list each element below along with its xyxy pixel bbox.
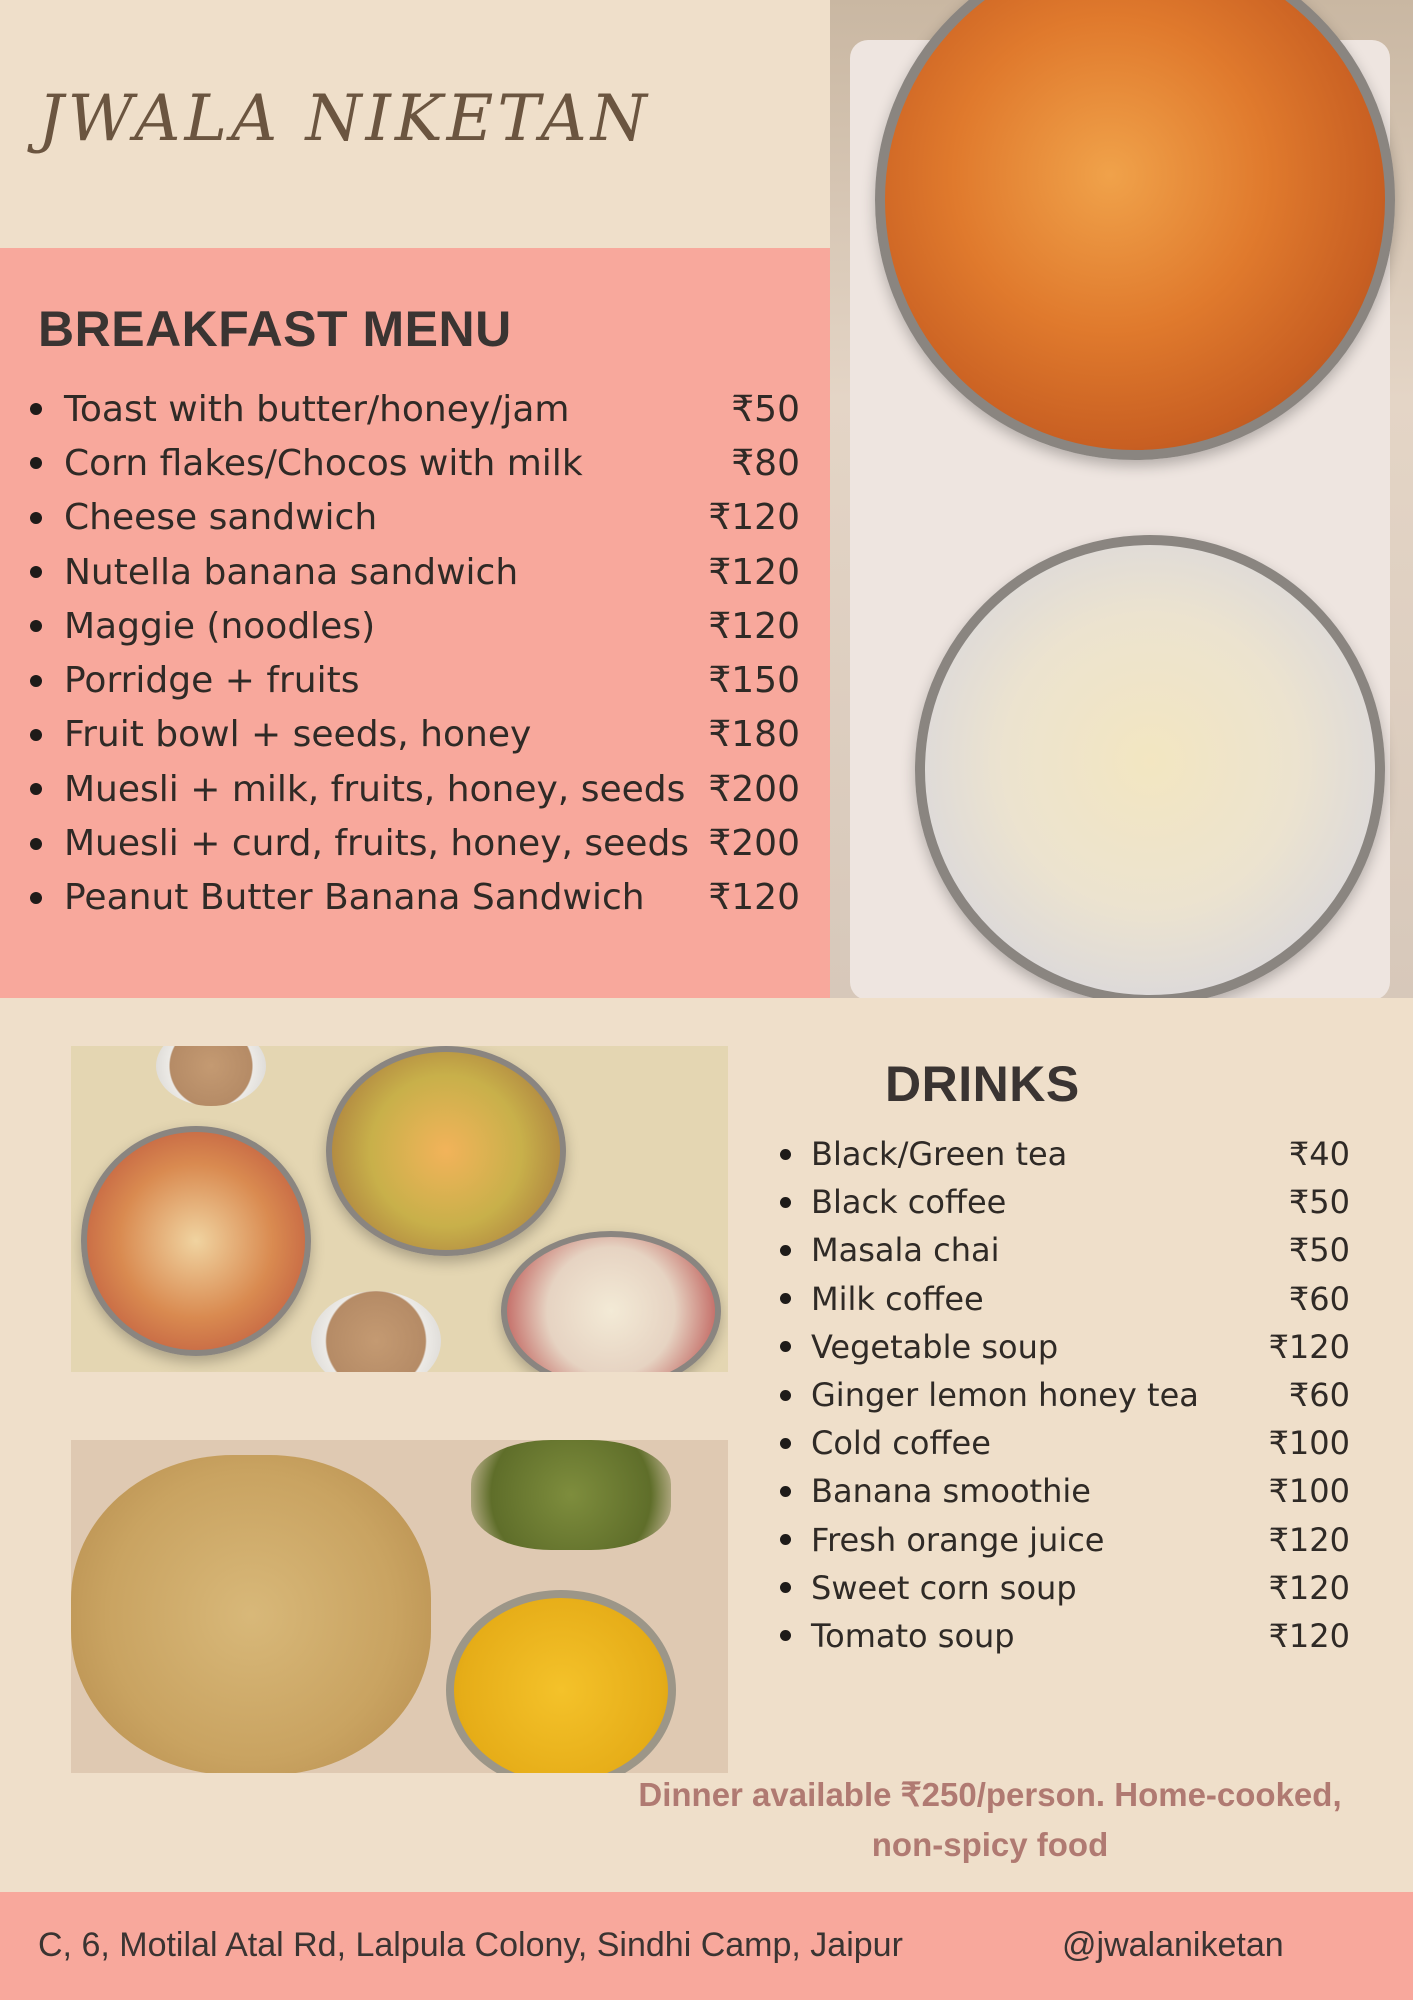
item-price: ₹60: [1288, 1376, 1350, 1415]
dinner-note: [570, 1770, 1410, 1870]
drinks-title: DRINKS: [885, 1056, 1080, 1112]
list-item: [30, 545, 800, 599]
list-item: [30, 382, 800, 436]
item-name: Milk coffee: [811, 1279, 984, 1318]
vegetable-sabzi: [471, 1440, 671, 1550]
item-name: Sweet corn soup: [811, 1568, 1077, 1607]
item-name: Vegetable soup: [811, 1327, 1059, 1366]
bullet-icon: [780, 1630, 791, 1641]
breakfast-title: BREAKFAST MENU: [38, 301, 512, 357]
tea-cup: [311, 1291, 441, 1372]
list-item: [780, 1371, 1350, 1419]
item-price: ₹120: [1268, 1616, 1350, 1655]
bullet-icon: [780, 1438, 791, 1449]
photo-fruit-bowls-and-tea: [71, 1046, 728, 1372]
item-name: Tomato soup: [811, 1616, 1015, 1655]
footer: [0, 1892, 1413, 2000]
item-price: ₹50: [1288, 1183, 1350, 1222]
dal-bowl: [446, 1590, 676, 1773]
item-price: ₹120: [708, 877, 800, 919]
item-name: Black/Green tea: [811, 1135, 1068, 1174]
item-name: Banana smoothie: [811, 1472, 1091, 1511]
item-name: Fruit bowl + seeds, honey: [64, 714, 532, 756]
item-price: ₹120: [1268, 1520, 1350, 1559]
item-name: Porridge + fruits: [64, 660, 360, 702]
list-item: [780, 1467, 1350, 1515]
header: [0, 0, 830, 248]
item-name: Fresh orange juice: [811, 1520, 1105, 1559]
address: C, 6, Motilal Atal Rd, Lalpula Colony, Sindhi Camp, Jaipur: [38, 1926, 903, 1964]
item-price: ₹80: [731, 442, 800, 484]
item-name: Toast with butter/honey/jam: [64, 388, 570, 430]
social-handle: @jwalaniketan: [1062, 1926, 1284, 1964]
item-price: ₹120: [1268, 1568, 1350, 1607]
bullet-icon: [30, 512, 42, 524]
bullet-icon: [30, 892, 42, 904]
item-price: ₹40: [1288, 1135, 1350, 1174]
list-item: [780, 1564, 1350, 1612]
item-name: Cheese sandwich: [64, 497, 378, 539]
breakfast-list: [30, 382, 800, 925]
bullet-icon: [30, 729, 42, 741]
item-price: ₹50: [1288, 1231, 1350, 1270]
list-item: [780, 1275, 1350, 1323]
fruit-bowl: [326, 1046, 566, 1256]
item-name: Black coffee: [811, 1183, 1007, 1222]
dinner-note-line2: non-spicy food: [871, 1826, 1109, 1863]
bullet-icon: [780, 1534, 791, 1545]
item-name: Muesli + curd, fruits, honey, seeds: [64, 823, 690, 865]
list-item: [30, 491, 800, 545]
bullet-icon: [30, 566, 42, 578]
item-price: ₹180: [708, 714, 800, 756]
item-name: Muesli + milk, fruits, honey, seeds: [64, 768, 686, 810]
item-price: ₹120: [708, 497, 800, 539]
list-item: [30, 599, 800, 653]
bullet-icon: [30, 457, 42, 469]
list-item: [30, 708, 800, 762]
item-price: ₹50: [731, 388, 800, 430]
list-item: [780, 1516, 1350, 1564]
item-price: ₹150: [708, 660, 800, 702]
item-name: Masala chai: [811, 1231, 1000, 1270]
brand-title: JWALA NIKETAN: [38, 82, 651, 156]
item-name: Peanut Butter Banana Sandwich: [64, 877, 645, 919]
item-price: ₹120: [708, 605, 800, 647]
bullet-icon: [780, 1390, 791, 1401]
breakfast-section: [0, 248, 830, 998]
list-item: [30, 762, 800, 816]
list-item: [780, 1226, 1350, 1274]
photo-fruit-and-curd-bowls: [830, 0, 1413, 998]
bullet-icon: [30, 675, 42, 687]
list-item: [780, 1419, 1350, 1467]
item-price: ₹100: [1268, 1424, 1350, 1463]
bullet-icon: [780, 1149, 791, 1160]
list-item: [780, 1612, 1350, 1660]
dinner-note-line1: Dinner available ₹250/person. Home-cooked,: [638, 1776, 1342, 1813]
item-name: Maggie (noodles): [64, 605, 376, 647]
fruit-bowl: [81, 1126, 311, 1356]
item-name: Ginger lemon honey tea: [811, 1376, 1199, 1415]
bullet-icon: [780, 1582, 791, 1593]
item-price: ₹200: [708, 768, 800, 810]
bullet-icon: [30, 403, 42, 415]
bullet-icon: [30, 620, 42, 632]
list-item: [30, 871, 800, 925]
list-item: [30, 653, 800, 707]
photo-roti-and-dal: [71, 1440, 728, 1773]
item-name: Corn flakes/Chocos with milk: [64, 442, 583, 484]
item-price: ₹120: [708, 551, 800, 593]
item-price: ₹200: [708, 823, 800, 865]
list-item: [780, 1130, 1350, 1178]
item-price: ₹60: [1288, 1279, 1350, 1318]
bullet-icon: [780, 1245, 791, 1256]
bullet-icon: [780, 1293, 791, 1304]
bullet-icon: [780, 1341, 791, 1352]
bullet-icon: [780, 1486, 791, 1497]
item-price: ₹120: [1268, 1327, 1350, 1366]
curd-bowl: [915, 535, 1385, 998]
item-name: Cold coffee: [811, 1424, 991, 1463]
list-item: [30, 816, 800, 870]
drinks-list: [780, 1130, 1350, 1660]
bullet-icon: [30, 838, 42, 850]
tea-cup: [156, 1046, 266, 1106]
roti: [71, 1455, 431, 1773]
item-price: ₹100: [1268, 1472, 1350, 1511]
item-name: Nutella banana sandwich: [64, 551, 519, 593]
bullet-icon: [780, 1197, 791, 1208]
pomegranate-bowl: [501, 1231, 721, 1372]
list-item: [780, 1178, 1350, 1226]
list-item: [30, 436, 800, 490]
list-item: [780, 1323, 1350, 1371]
bullet-icon: [30, 783, 42, 795]
